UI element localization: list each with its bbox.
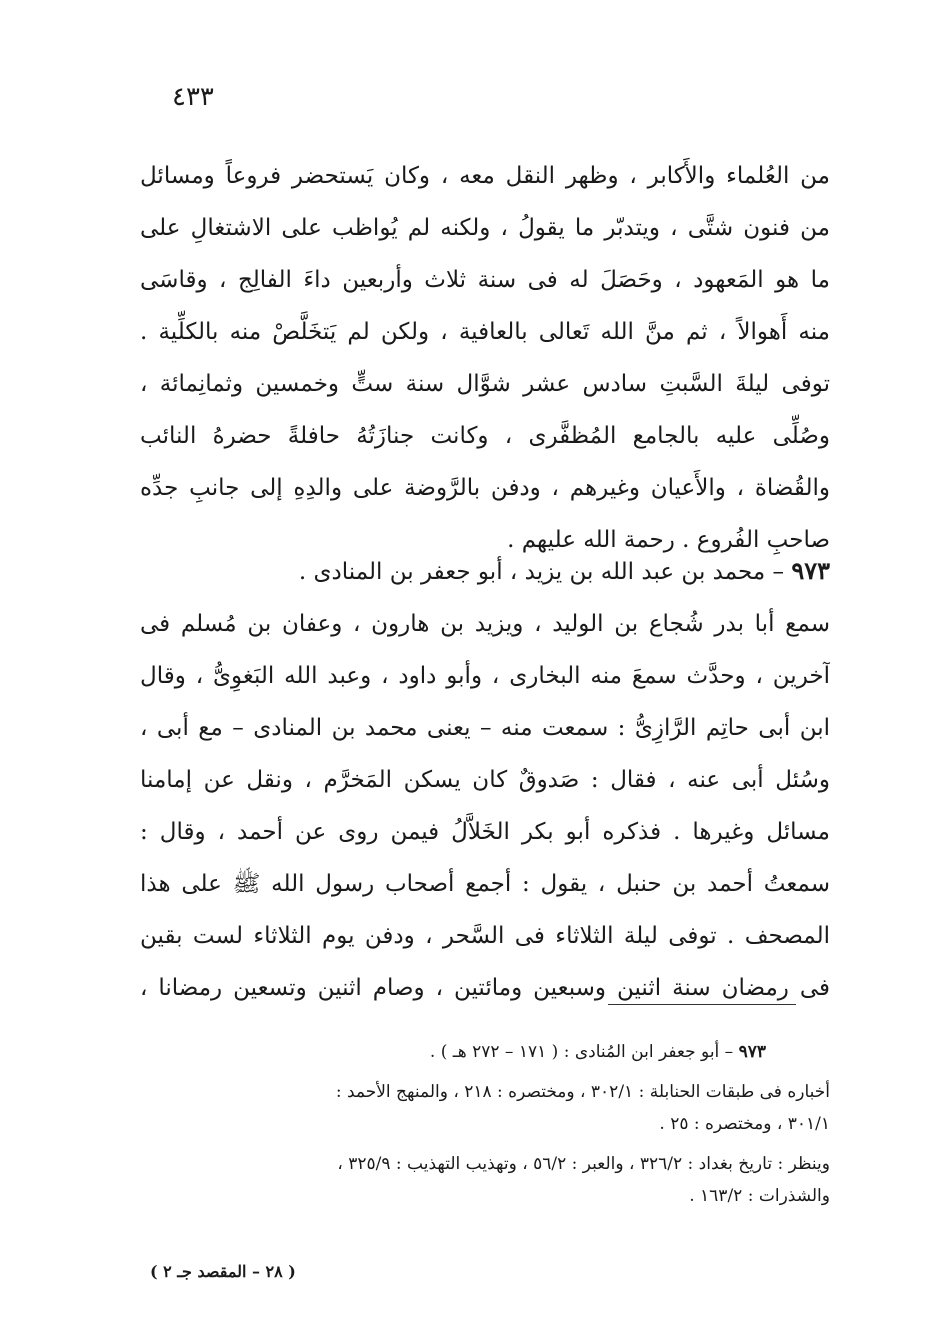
footnote-sources-1 xyxy=(140,1076,830,1140)
footnotes xyxy=(140,1036,830,1220)
text-line: سمع أبا بدر شُجاع بن الوليد ، ويزيد بن هارون ، وعفان بن مُسلم فى xyxy=(140,611,830,637)
text-line: والقُضاة ، والأَعيان وغيرهم ، ودفن بالرَّوضة على والدِهِ إلى جانبِ جدِّه xyxy=(140,475,830,501)
text-line: آخرين ، وحدَّث سمعَ منه البخارى ، وأبو داود ، وعبد الله البَغوِىُّ ، وقال xyxy=(140,663,830,689)
entry-number: ٩٧٣ xyxy=(791,556,830,585)
printer-signature: ( ٢٨ – المقصد جـ ٢ ) xyxy=(150,1262,296,1281)
footnote-heading-line xyxy=(140,1036,830,1068)
footnote-line: والشذرات : ١٦٣/٢ . xyxy=(689,1186,830,1206)
entry-title: محمد بن عبد الله بن يزيد ، أبو جعفر بن المنادى . xyxy=(298,559,766,585)
text-line: فى رمضان سنة اثنين وسبعين ومائتين ، وصام اثنين وتسعين رمضانا ، xyxy=(140,975,830,1001)
footnote-heading-text: – أبو جعفر ابن المُنادى : ( ١٧١ – ٢٧٢ هـ ) . xyxy=(429,1042,739,1062)
entry-973 xyxy=(140,545,830,1014)
page-number: ٤٣٣ xyxy=(172,82,214,112)
text-line: وسُئل أبى عنه ، فقال : صَدوقٌ كان يسكن المَخرَّم ، ونقل عن إمامنا xyxy=(140,767,830,793)
footnote-heading xyxy=(140,1036,830,1068)
footnote-separator xyxy=(608,1004,796,1005)
text-line: من فنون شتَّى ، ويتدبّر ما يقولُ ، ولكنه لم يُواظب على الاشتغالِ على xyxy=(140,215,830,241)
entry-heading xyxy=(140,545,830,598)
text-line: صاحبِ الفُروع . رحمة الله عليهم . xyxy=(507,527,830,553)
footnote-number: ٩٧٣ xyxy=(738,1042,766,1062)
text-line: سمعتُ أحمد بن حنبل ، يقول : أجمع أصحاب رسول الله ﷺ على هذا xyxy=(140,871,830,897)
text-line: من العُلماء والأَكابر ، وظهر النقل معه ، وكان يَستحضر فروعاً ومسائل xyxy=(140,163,830,189)
footnote-line: أخباره فى طبقات الحنابلة : ٣٠٢/١ ، ومختصره : ٢١٨ ، والمنهج الأحمد : xyxy=(335,1082,830,1102)
footnote-sources-2 xyxy=(140,1148,830,1212)
text-line: ابن أبى حاتِم الرَّازِىُّ : سمعت منه – يعنى محمد بن المنادى – مع أبى ، xyxy=(140,715,830,741)
paragraph-biography-end xyxy=(140,150,830,566)
text-line: توفى ليلةَ السَّبتِ سادس عشر شوَّال سنة ستٍّ وخمسين وثمانِمائة ، xyxy=(140,371,830,397)
entry-dash: – xyxy=(765,559,792,585)
footnote-line: ٣٠١/١ ، ومختصره : ٢٥ . xyxy=(659,1114,830,1134)
footnote-line: وينظر : تاريخ بغداد : ٣٢٦/٢ ، والعبر : ٥٦/٢ ، وتهذيب التهذيب : ٣٢٥/٩ ، xyxy=(337,1154,830,1174)
text-line: منه أَهوالاً ، ثم منَّ الله تَعالى بالعافية ، ولكن لم يَتخَلَّصْ منه بالكلِّية . xyxy=(140,319,830,345)
text-line: مسائل وغيرها . فذكره أبو بكر الخَلاَّلُ فيمن روى عن أحمد ، وقال : xyxy=(140,819,830,845)
text-line: وصُلِّى عليه بالجامع المُظفَّرى ، وكانت جنازَتُهُ حافلةً حضرهُ النائب xyxy=(140,423,830,449)
text-line: ما هو المَعهود ، وحَصَلَ له فى سنة ثلاث وأربعين داءَ الفالِج ، وقاسَى xyxy=(140,267,830,293)
text-line: المصحف . توفى ليلة الثلاثاء فى السَّحر ، ودفن يوم الثلاثاء لست بقين xyxy=(140,923,830,949)
